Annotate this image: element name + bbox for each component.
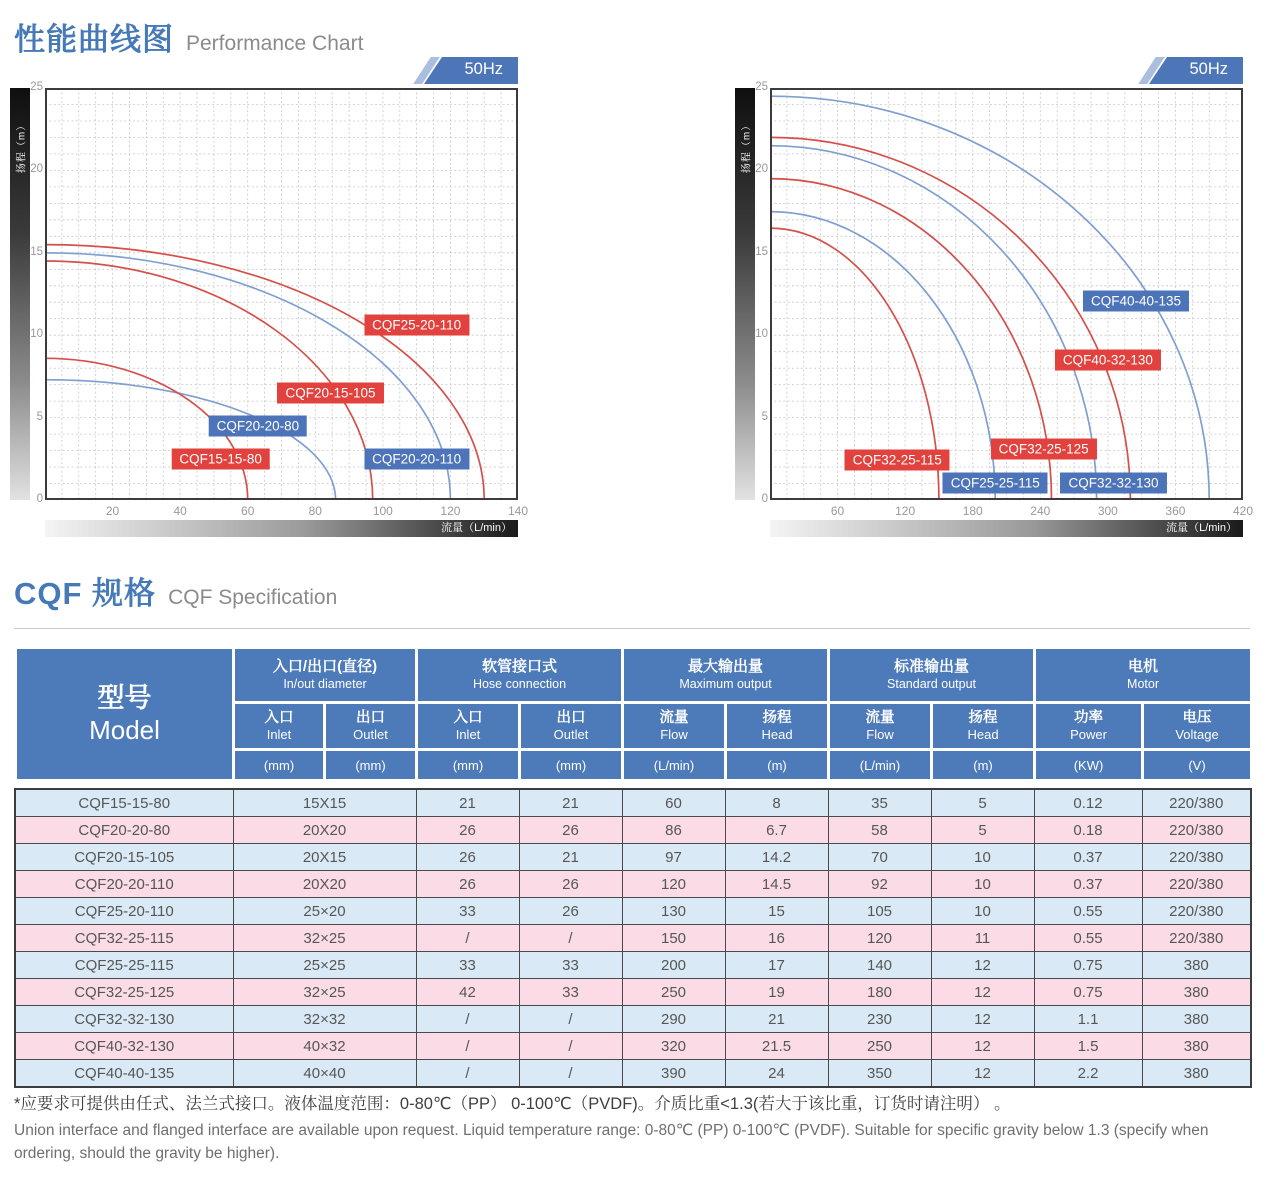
x-axis-bar [770,520,1243,537]
x-tick-label: 40 [173,504,187,518]
spec-table-wrap [14,646,1250,1088]
curve-label-CQF20-15-105: CQF20-15-105 [277,382,383,403]
x-tick-label: 60 [241,504,255,518]
curve-label-CQF20-20-80: CQF20-20-80 [209,415,308,436]
cell-voltage: 220/380 [1142,898,1251,925]
cell-voltage: 380 [1142,979,1251,1006]
cell-max-head: 16 [725,925,828,952]
x-tick-label: 240 [1030,504,1051,518]
grid-lines [45,88,518,500]
subcol-en: Inlet [455,726,481,742]
plot-area [45,88,518,500]
cell-model: CQF25-20-110 [15,898,233,925]
cell-max-head: 21.5 [725,1033,828,1060]
cell-voltage: 220/380 [1142,817,1251,844]
cell-model: CQF40-40-135 [15,1060,233,1088]
col-model-zh: 型号 [97,683,152,714]
curve-label-CQF40-32-130: CQF40-32-130 [1055,349,1161,370]
group-label-zh: 入口/出口(直径) [272,657,378,675]
unit-diameter-outlet: (mm) [325,750,417,781]
cell-power: 2.2 [1034,1060,1142,1088]
cell-diameter: 25×25 [233,952,416,979]
group-inout-diameter [234,648,417,703]
curve-label-CQF32-32-130: CQF32-32-130 [1060,472,1166,493]
curve-label-CQF25-25-115: CQF25-25-115 [943,472,1048,493]
cell-max-head: 17 [725,952,828,979]
subcol-en: Power [1070,726,1107,742]
spec-table-header [14,646,1253,782]
x-axis-label: 流量（L/min） [441,522,512,534]
cell-hose-outlet: 21 [519,789,622,817]
cell-voltage: 220/380 [1142,789,1251,817]
cell-std-flow: 230 [828,1006,931,1033]
cell-max-flow: 290 [622,1006,725,1033]
cell-hose-inlet: 42 [416,979,519,1006]
cell-std-flow: 120 [828,925,931,952]
subcol-zh: 扬程 [762,709,792,726]
cell-std-flow: 250 [828,1033,931,1060]
cell-model: CQF32-32-130 [15,1006,233,1033]
curve-label-CQF40-40-135: CQF40-40-135 [1083,290,1189,311]
unit-diameter-inlet: (mm) [234,750,325,781]
cell-power: 0.55 [1034,925,1142,952]
x-tick-label: 180 [962,504,983,518]
cell-power: 1.5 [1034,1033,1142,1060]
cell-std-head: 10 [931,871,1034,898]
cell-hose-outlet: / [519,1006,622,1033]
cell-power: 0.12 [1034,789,1142,817]
spec-row-CQF20-20-110 [15,871,1251,898]
cell-hose-inlet: / [416,925,519,952]
subcol-hose-outlet [520,703,623,750]
cell-voltage: 220/380 [1142,844,1251,871]
subcol-zh: 出口 [556,709,586,726]
curve-label-CQF20-20-110: CQF20-20-110 [364,448,469,469]
col-model [16,648,234,781]
cell-hose-inlet: / [416,1006,519,1033]
performance-heading-zh: 性能曲线图 [14,22,174,57]
unit-power: (KW) [1035,750,1143,781]
cell-diameter: 25×20 [233,898,416,925]
cell-model: CQF20-15-105 [15,844,233,871]
subcol-en: Flow [866,726,894,742]
cell-std-flow: 70 [828,844,931,871]
y-tick-label: 5 [761,410,768,423]
y-tick-label: 0 [36,493,43,505]
subcol-en: Voltage [1175,726,1219,742]
cell-diameter: 40×40 [233,1060,416,1088]
subcol-zh: 扬程 [968,709,998,726]
cell-model: CQF20-20-80 [15,817,233,844]
unit-hose-outlet: (mm) [520,750,623,781]
cell-power: 0.37 [1034,871,1142,898]
cell-diameter: 20X20 [233,871,416,898]
group-label-zh: 标准输出量 [894,657,970,675]
cell-max-flow: 320 [622,1033,725,1060]
group-label-en: Maximum output [679,676,772,691]
cell-voltage: 380 [1142,952,1251,979]
cell-std-head: 5 [931,789,1034,817]
cell-std-flow: 58 [828,817,931,844]
y-tick-label: 0 [761,493,768,505]
cell-max-flow: 97 [622,844,725,871]
group-motor [1035,648,1252,703]
x-tick-label: 300 [1097,504,1118,518]
group-label-zh: 软管接口式 [482,657,558,675]
cell-power: 0.37 [1034,844,1142,871]
spec-row-CQF20-15-105 [15,844,1251,871]
cell-power: 0.55 [1034,898,1142,925]
subcol-max-head [726,703,829,750]
group-label-zh: 电机 [1128,657,1159,675]
cell-max-flow: 150 [622,925,725,952]
group-maximum-output [623,648,829,703]
y-tick-label: 5 [36,410,43,423]
cell-max-head: 24 [725,1060,828,1088]
y-tick-label: 10 [755,328,768,341]
spec-row-CQF32-25-115 [15,925,1251,952]
subcol-zh: 电压 [1182,709,1212,726]
subcol-zh: 功率 [1074,709,1104,726]
unit-std-head: (m) [932,750,1035,781]
curve-label-CQF32-25-115: CQF32-25-115 [845,450,950,471]
cell-std-head: 10 [931,844,1034,871]
cell-std-head: 11 [931,925,1034,952]
cell-std-flow: 92 [828,871,931,898]
curve-label-CQF32-25-125: CQF32-25-125 [991,438,1097,459]
cell-model: CQF32-25-125 [15,979,233,1006]
subcol-diameter-inlet [234,703,325,750]
subcol-en: Head [967,726,999,742]
cell-max-flow: 120 [622,871,725,898]
cell-std-flow: 105 [828,898,931,925]
subcol-std-flow [829,703,932,750]
x-axis-bar [45,520,518,537]
cell-max-head: 6.7 [725,817,828,844]
cell-hose-outlet: / [519,925,622,952]
cell-power: 0.75 [1034,952,1142,979]
cell-max-flow: 390 [622,1060,725,1088]
group-standard-output [829,648,1035,703]
unit-std-flow: (L/min) [829,750,932,781]
performance-chart-left [10,57,540,545]
subcol-zh: 入口 [453,709,483,726]
cell-max-head: 19 [725,979,828,1006]
subcol-zh: 入口 [264,709,294,726]
spec-row-CQF25-20-110 [15,898,1251,925]
spec-heading-en: CQF Specification [168,586,338,609]
cell-std-head: 5 [931,817,1034,844]
cell-voltage: 220/380 [1142,925,1251,952]
cell-std-flow: 180 [828,979,931,1006]
group-label-en: Motor [1127,676,1159,691]
subcol-en: Inlet [266,726,292,742]
spec-row-CQF20-20-80 [15,817,1251,844]
cell-power: 0.75 [1034,979,1142,1006]
x-tick-label: 360 [1165,504,1186,518]
cell-model: CQF20-20-110 [15,871,233,898]
y-tick-label: 25 [755,81,768,93]
group-label-en: Standard output [887,676,976,691]
curve-label-CQF25-20-110: CQF25-20-110 [364,315,469,336]
subcol-zh: 流量 [659,709,689,726]
subcol-zh: 流量 [865,709,895,726]
group-hose-connection [417,648,623,703]
cell-diameter: 32×32 [233,1006,416,1033]
unit-hose-inlet: (mm) [417,750,520,781]
cell-model: CQF15-15-80 [15,789,233,817]
freq-badge [406,57,518,84]
cell-max-flow: 200 [622,952,725,979]
performance-chart-right [735,57,1263,545]
cell-std-head: 10 [931,898,1034,925]
cell-std-head: 12 [931,1033,1034,1060]
y-tick-label: 20 [755,163,768,176]
freq-badge-label: 50Hz [464,60,503,78]
y-tick-label: 20 [30,163,43,176]
cell-std-head: 12 [931,952,1034,979]
curve-label-CQF15-15-80: CQF15-15-80 [171,448,270,469]
cell-voltage: 380 [1142,1006,1251,1033]
cell-hose-outlet: / [519,1033,622,1060]
cell-voltage: 220/380 [1142,871,1251,898]
subcol-en: Flow [660,726,688,742]
footnote-zh: *应要求可提供由任式、法兰式接口。液体温度范围：0-80℃（PP） 0-100℃（PVDF)。介质比重<1.3(若大于该比重，订货时请注明） 。 [14,1095,1011,1113]
cell-hose-outlet: 26 [519,898,622,925]
subcol-zh: 出口 [356,709,385,726]
spec-row-CQF32-32-130 [15,1006,1251,1033]
cell-hose-inlet: / [416,1033,519,1060]
y-tick-label: 25 [30,81,43,93]
cell-model: CQF40-32-130 [15,1033,233,1060]
cell-max-flow: 130 [622,898,725,925]
cell-std-head: 12 [931,1006,1034,1033]
cell-hose-inlet: 33 [416,898,519,925]
spec-row-CQF32-25-125 [15,979,1251,1006]
cell-power: 0.18 [1034,817,1142,844]
subcol-diameter-outlet [325,703,417,750]
cell-std-flow: 140 [828,952,931,979]
y-tick-label: 10 [30,328,43,341]
col-model-en: Model [89,714,160,745]
footnote-en: Union interface and flanged interface are available upon request. Liquid temperature range: 0-80℃ (PP) 0-100℃ (PVDF). Suitable for specific gravity below 1.3 (specify when ordering, should the gravity be higher). [14,1122,1209,1163]
cell-hose-inlet: 21 [416,789,519,817]
y-axis-label: 扬程（m） [16,119,28,174]
unit-max-flow: (L/min) [623,750,726,781]
y-tick-label: 15 [755,245,768,258]
y-tick-label: 15 [30,245,43,258]
cell-hose-outlet: 33 [519,979,622,1006]
cell-max-head: 14.2 [725,844,828,871]
cell-hose-inlet: 26 [416,817,519,844]
cell-hose-outlet: 21 [519,844,622,871]
cell-max-head: 15 [725,898,828,925]
x-tick-label: 420 [1232,504,1254,518]
spec-row-CQF15-15-80 [15,789,1251,817]
unit-voltage: (V) [1143,750,1252,781]
y-axis-bar [10,88,30,500]
spec-row-CQF40-40-135 [15,1060,1251,1088]
cell-diameter: 40×32 [233,1033,416,1060]
section-divider [14,628,1250,629]
cell-power: 1.1 [1034,1006,1142,1033]
cell-std-head: 12 [931,979,1034,1006]
cell-max-head: 21 [725,1006,828,1033]
cell-std-head: 12 [931,1060,1034,1088]
cell-max-flow: 60 [622,789,725,817]
freq-badge [1131,57,1243,84]
footnote [14,1090,1254,1166]
cell-hose-inlet: 26 [416,844,519,871]
y-axis-label: 扬程（m） [741,119,753,174]
group-label-en: Hose connection [472,676,567,691]
cell-diameter: 32×25 [233,979,416,1006]
subcol-en: Head [761,726,793,742]
cell-diameter: 20X20 [233,817,416,844]
subcol-max-flow [623,703,726,750]
unit-max-head: (m) [726,750,829,781]
x-tick-label: 20 [105,504,120,518]
cell-max-head: 8 [725,789,828,817]
freq-badge-label: 50Hz [1189,60,1228,78]
cell-diameter: 15X15 [233,789,416,817]
subcol-voltage [1143,703,1252,750]
cell-model: CQF32-25-115 [15,925,233,952]
spec-row-CQF25-25-115 [15,952,1251,979]
subcol-std-head [932,703,1035,750]
cell-hose-inlet: 26 [416,871,519,898]
spec-heading-zh: CQF 规格 [14,576,157,611]
cell-voltage: 380 [1142,1033,1251,1060]
x-tick-label: 120 [895,504,916,518]
cell-diameter: 32×25 [233,925,416,952]
performance-chart-heading [14,14,363,59]
spec-table-body [14,788,1252,1088]
cell-hose-outlet: / [519,1060,622,1088]
x-axis-label: 流量（L/min） [1166,522,1237,534]
cell-model: CQF25-25-115 [15,952,233,979]
y-axis-bar [735,88,755,500]
cell-voltage: 380 [1142,1060,1251,1088]
cell-hose-outlet: 26 [519,871,622,898]
subcol-hose-inlet [417,703,520,750]
subcol-power [1035,703,1143,750]
spec-heading [14,568,337,613]
cell-std-flow: 350 [828,1060,931,1088]
cell-hose-inlet: / [416,1060,519,1088]
cell-max-head: 14.5 [725,871,828,898]
x-tick-label: 100 [372,504,393,518]
x-tick-label: 140 [507,504,529,518]
x-tick-label: 60 [830,504,845,518]
group-label-zh: 最大输出量 [688,657,764,675]
cell-max-flow: 250 [622,979,725,1006]
performance-heading-en: Performance Chart [186,32,364,55]
cell-hose-inlet: 33 [416,952,519,979]
cell-diameter: 20X15 [233,844,416,871]
cell-hose-outlet: 33 [519,952,622,979]
x-tick-label: 80 [308,504,322,518]
cell-hose-outlet: 26 [519,817,622,844]
spec-row-CQF40-32-130 [15,1033,1251,1060]
cell-std-flow: 35 [828,789,931,817]
cell-max-flow: 86 [622,817,725,844]
subcol-en: Outlet [353,726,388,742]
group-label-en: In/out diameter [283,676,367,691]
subcol-en: Outlet [553,726,589,742]
x-tick-label: 120 [440,504,461,518]
